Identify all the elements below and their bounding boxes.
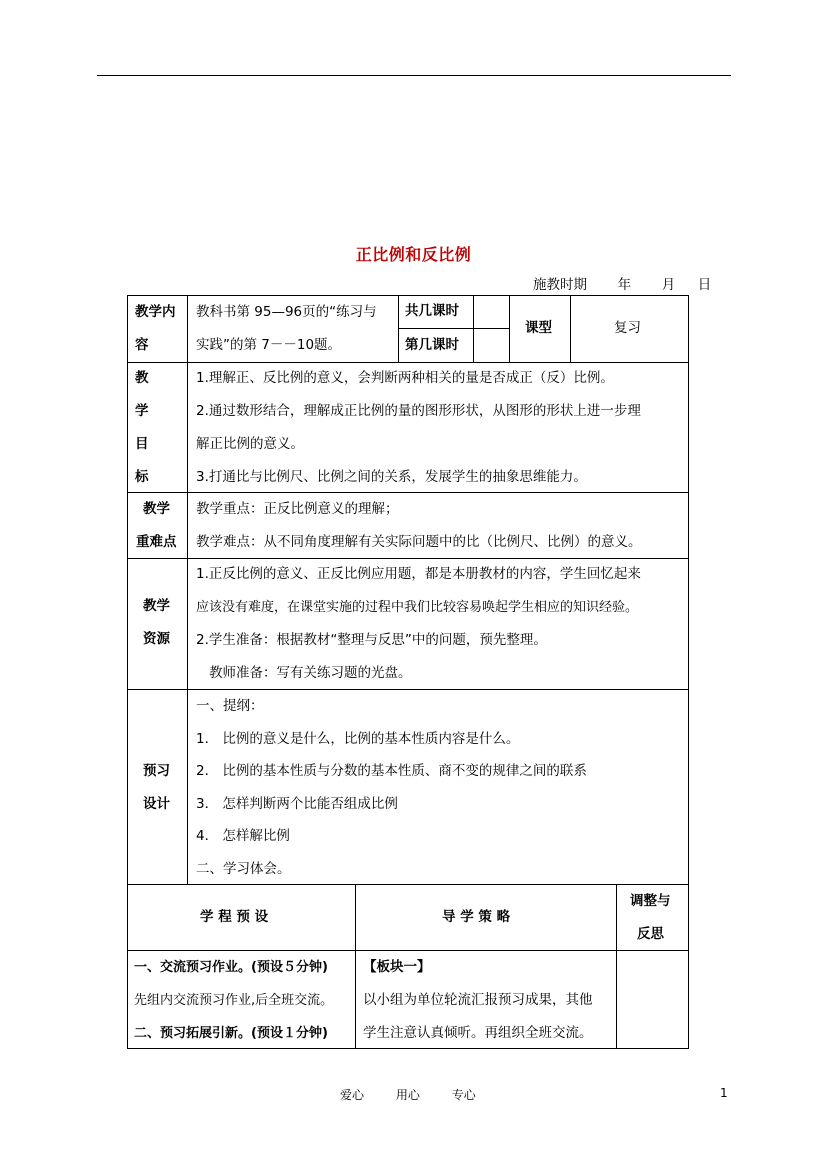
date-day: 日	[697, 277, 712, 293]
process-left-3: 二、预习拓展引新。(预设１分钟)	[134, 1026, 328, 1041]
process-col-reflect-2: 反思	[637, 926, 664, 942]
date-year: 年	[617, 277, 632, 293]
preview-line-3: 2． 比例的基本性质与分数的基本性质、商不变的规律之间的联系	[196, 763, 587, 779]
preview-label-1: 预习	[143, 763, 170, 779]
process-right-2: 以小组为单位轮流汇报预习成果，其他	[363, 992, 593, 1008]
preview-line-4: 3． 怎样判断两个比能否组成比例	[196, 796, 398, 812]
goals-line-1: 1.理解正、反比例的意义，会判断两种相关的量是否成正（反）比例。	[196, 370, 614, 386]
keypoint-difficulty: 教学难点：从不同角度理解有关实际问题中的比（比例尺、比例）的意义。	[196, 534, 642, 550]
keypoint-focus: 教学重点：正反比例意义的理解；	[196, 501, 399, 517]
preview-line-5: 4． 怎样解比例	[196, 828, 290, 844]
footer-item-1: 爱心	[340, 1088, 365, 1102]
keypoints-label-2: 重难点	[136, 534, 177, 550]
goals-label-4: 标	[135, 469, 149, 485]
goals-line-4: 3.打通比与比例尺、比例之间的关系，发展学生的抽象思维能力。	[196, 469, 587, 485]
process-left-2: 先组内交流预习作业,后全班交流。	[134, 993, 334, 1008]
date-month: 月	[661, 277, 676, 293]
footer-item-3: 专心	[451, 1088, 476, 1102]
page-number: 1	[720, 1086, 728, 1100]
resources-line-1: 1.正反比例的意义、正反比例应用题，都是本册教材的内容，学生回忆起来	[196, 566, 641, 582]
header-rule	[97, 75, 731, 76]
resources-label-1: 教学	[143, 598, 170, 614]
goals-line-2: 2.通过数形结合，理解成正比例的量的图形形状，从图形的形状上进一步理	[196, 403, 641, 419]
content-text-2: 实践”的第 7－－10题。	[196, 337, 342, 353]
preview-label-2: 设计	[143, 796, 170, 812]
footer-motto	[340, 1086, 504, 1103]
date-line	[533, 273, 711, 293]
preview-line-1: 一、提纲：	[196, 698, 264, 714]
date-label: 施教时期	[533, 277, 587, 293]
goals-line-3: 解正比例的意义。	[196, 436, 304, 452]
goals-label-2: 学	[135, 403, 149, 419]
preview-line-6: 二、学习体会。	[196, 861, 291, 877]
lesson-type-value: 复习	[614, 320, 641, 336]
footer-item-2: 用心	[395, 1088, 420, 1102]
process-right-1: 【板块一】	[363, 959, 431, 975]
process-col-strategy: 导 学 策 略	[442, 909, 511, 925]
process-col-plan: 学 程 预 设	[200, 909, 269, 925]
content-text-1: 教科书第 95—96页的“练习与	[196, 304, 377, 320]
content-label-1: 教学内	[135, 304, 176, 320]
content-label-2: 容	[135, 337, 149, 353]
process-left-1: 一、交流预习作业。(预设５分钟)	[134, 960, 328, 975]
resources-line-2: 应该没有难度，在课堂实施的过程中我们比较容易唤起学生相应的知识经验。	[196, 600, 639, 615]
page-title: 正比例和反比例	[355, 245, 472, 264]
resources-line-4: 教师准备：写有关练习题的光盘。	[209, 665, 412, 681]
preview-line-2: 1． 比例的意义是什么，比例的基本性质内容是什么。	[196, 731, 520, 747]
goals-label-3: 目	[135, 436, 149, 452]
goals-label-1: 教	[135, 370, 149, 386]
resources-label-2: 资源	[143, 631, 170, 647]
total-lessons-label: 共几课时	[405, 303, 459, 319]
process-col-reflect-1: 调整与	[630, 893, 671, 909]
lesson-type-label: 课型	[525, 320, 552, 336]
which-lesson-label: 第几课时	[405, 337, 459, 353]
keypoints-label-1: 教学	[143, 501, 170, 517]
resources-line-3: 2.学生准备：根据教材“整理与反思”中的问题，预先整理。	[196, 632, 547, 648]
process-right-3: 学生注意认真倾听。再组织全班交流。	[363, 1025, 593, 1041]
